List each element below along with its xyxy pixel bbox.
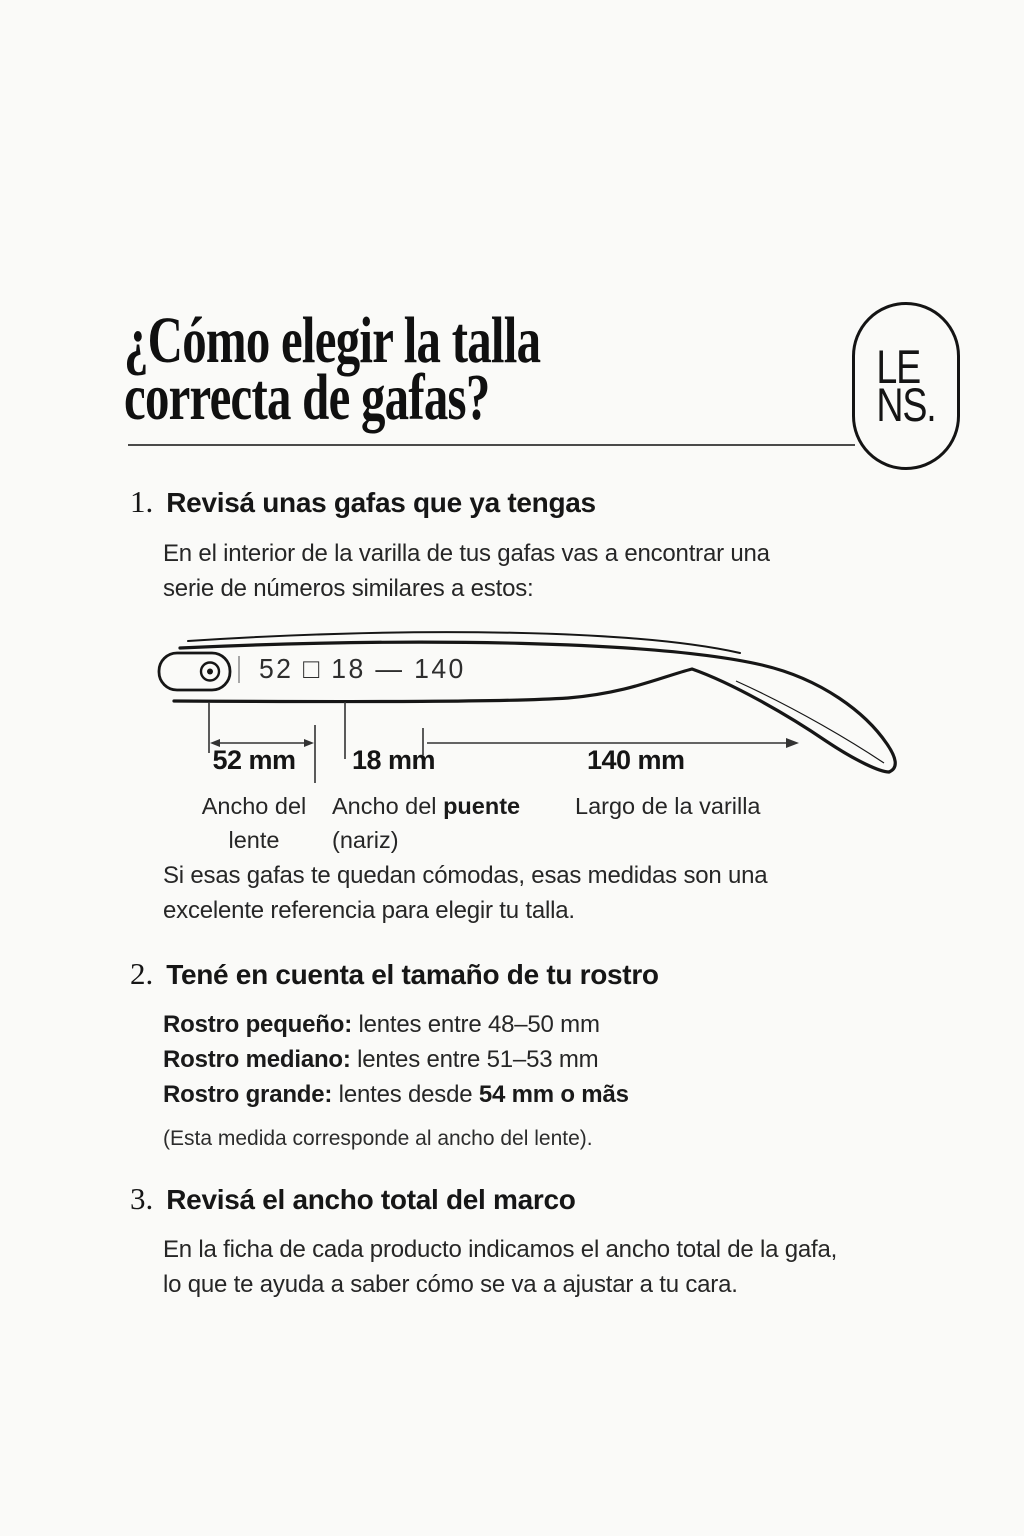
measurement-lens-value: 52 mm — [212, 745, 296, 775]
measurement-temple-length — [575, 747, 761, 823]
brand-logo-line2: NS. — [876, 378, 936, 431]
section-1-after-line1: Si esas gafas te quedan cómodas, esas medidas son una — [163, 862, 768, 889]
page-title — [124, 304, 541, 434]
brand-logo — [852, 302, 960, 470]
section-2-note: (Esta medida corresponde al ancho del lente). — [163, 1127, 593, 1150]
face-size-medium-text: lentes entre 51–53 mm — [350, 1046, 599, 1073]
face-size-medium-label: Rostro mediano: — [163, 1046, 351, 1073]
measurement-bridge-label-line2: (nariz) — [332, 827, 399, 853]
section-1-heading — [130, 484, 596, 520]
section-1-number: 1. — [130, 484, 154, 519]
measurement-lens-label-line1: Ancho del — [201, 793, 307, 819]
face-size-row-small — [163, 1011, 600, 1039]
glasses-temple-diagram — [118, 613, 920, 865]
page-title-line1: ¿Cómo elegir la talla — [124, 304, 541, 377]
face-size-large-bold-tail: 54 mm o mãs — [478, 1081, 629, 1108]
section-3-title: Revisá el ancho total del marco — [166, 1184, 576, 1215]
section-3-body-line1: En la ficha de cada producto indicamos el ancho total de la gafa, — [163, 1236, 838, 1263]
hinge-screw-dot — [207, 669, 213, 675]
section-3-number: 3. — [130, 1181, 154, 1216]
measurement-lens-label-line2: lente — [228, 827, 280, 853]
arrowhead-140mm-right — [786, 738, 799, 748]
arrowhead-52mm-right — [304, 739, 314, 747]
page-title-line2: correcta de gafas? — [124, 361, 490, 434]
face-size-large-text: lentes desde — [332, 1081, 479, 1108]
measurement-temple-value: 140 mm — [587, 745, 685, 775]
measurement-lens-label — [159, 789, 349, 857]
face-size-large-label: Rostro grande: — [163, 1081, 333, 1108]
section-3-body-line2: lo que te ayuda a saber cómo se va a ajustar a tu cara. — [163, 1271, 738, 1298]
temple-size-marking: 52 □ 18 — 140 — [259, 653, 466, 684]
section-1-after-line2: excelente referencia para elegir tu talla. — [163, 897, 575, 924]
measurement-bridge-label-line1: Ancho del — [332, 793, 444, 819]
measurement-bridge-width — [332, 747, 520, 857]
section-1-body-line2: serie de números similares a estos: — [163, 575, 534, 602]
section-1-body-line1: En el interior de la varilla de tus gafas vas a encontrar una — [163, 540, 770, 567]
section-3-heading — [130, 1181, 576, 1217]
header-divider — [128, 444, 855, 446]
measurement-lens-width — [159, 747, 349, 857]
face-size-row-large — [163, 1081, 629, 1109]
section-1-title: Revisá unas gafas que ya tengas — [166, 487, 596, 518]
section-2-number: 2. — [130, 956, 154, 991]
brand-logo-text — [876, 340, 936, 431]
face-size-small-text: lentes entre 48–50 mm — [352, 1011, 600, 1038]
face-size-small-label: Rostro pequeño: — [163, 1011, 352, 1038]
measurement-temple-label — [575, 789, 761, 823]
measurement-bridge-label-bold: puente — [443, 793, 521, 819]
face-size-row-medium — [163, 1046, 598, 1074]
section-2-title: Tené en cuenta el tamaño de tu rostro — [166, 959, 659, 990]
measurement-temple-label-line1: Largo de la varilla — [575, 793, 761, 819]
section-2-heading — [130, 956, 659, 992]
measurement-bridge-label — [332, 789, 520, 857]
measurement-bridge-value: 18 mm — [352, 745, 436, 775]
brand-logo-line1: LE — [876, 340, 921, 393]
